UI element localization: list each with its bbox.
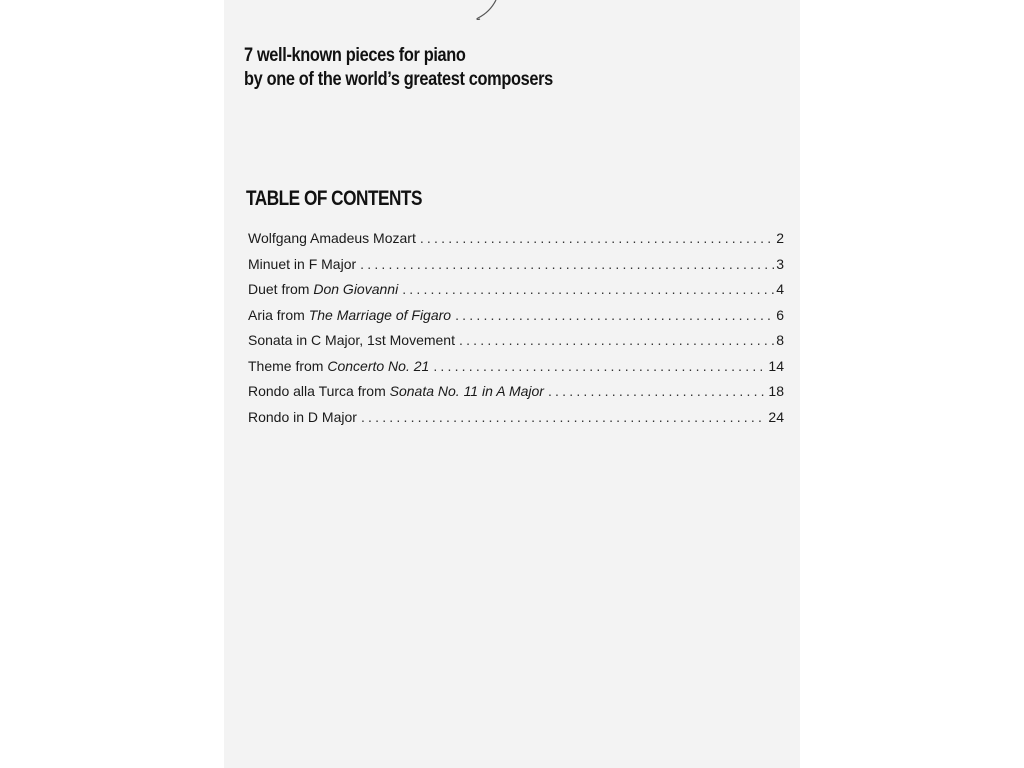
toc-entry-title [248,281,398,297]
toc-entry-title [248,332,455,348]
toc-entry[interactable] [248,307,784,333]
toc-dot-leader [433,358,766,374]
toc-entry-page: 8 [776,332,784,348]
document-page [224,0,800,768]
toc-entry-title [248,409,357,425]
toc-entry-page: 2 [776,230,784,246]
toc-dot-leader [360,256,774,272]
subtitle-line-1: 7 well-known pieces for piano [244,45,466,66]
toc-entry-title [248,307,451,323]
toc-entry-title-text: Sonata in C Major, 1st Movement [248,332,455,348]
toc-dot-leader [455,307,774,323]
toc-entry[interactable] [248,230,784,256]
toc-entry-title [248,230,416,246]
toc-entry-title-italic: Concerto No. 21 [327,357,430,374]
toc-entry-page: 6 [776,306,784,323]
toc-entry-title-italic: Don Giovanni [313,281,399,297]
toc-entry-page: 4 [776,281,784,297]
subtitle [244,44,553,92]
toc-dot-leader [361,409,766,425]
toc-entry[interactable] [248,383,784,409]
toc-entry-title [248,383,544,399]
toc-entry[interactable] [248,256,784,282]
toc-entry-title-text: Theme from [248,357,328,374]
toc-entry-title-text: Rondo in D Major [248,408,357,425]
toc-heading: TABLE OF CONTENTS [246,187,422,210]
toc-entry-page: 14 [768,357,784,374]
toc-dot-leader [402,281,774,297]
toc-entry-title-italic: The Marriage of Figaro [308,306,452,323]
toc-entry-title-text: Aria from [248,306,309,323]
toc-entry[interactable] [248,409,784,435]
toc-dot-leader [548,383,766,399]
toc-entry-title-text: Wolfgang Amadeus Mozart [248,230,416,246]
toc-entry-page: 18 [768,383,784,399]
table-of-contents [248,230,784,434]
toc-entry[interactable] [248,332,784,358]
title-flourish-stroke [474,0,514,22]
toc-entry[interactable] [248,358,784,384]
toc-entry-title-text: Minuet in F Major [248,255,357,272]
toc-dot-leader [420,230,774,246]
toc-entry-title [248,256,356,272]
toc-dot-leader [459,332,774,348]
toc-entry-title-italic: Sonata No. 11 in A Major [389,383,544,399]
toc-entry-page: 24 [768,408,784,425]
toc-entry-title [248,358,429,374]
toc-entry[interactable] [248,281,784,307]
toc-entry-page: 3 [776,255,784,272]
toc-entry-title-text: Rondo alla Turca from [248,383,390,399]
toc-entry-title-text: Duet from [248,281,314,297]
subtitle-line-2: by one of the world’s greatest composers [244,69,553,90]
